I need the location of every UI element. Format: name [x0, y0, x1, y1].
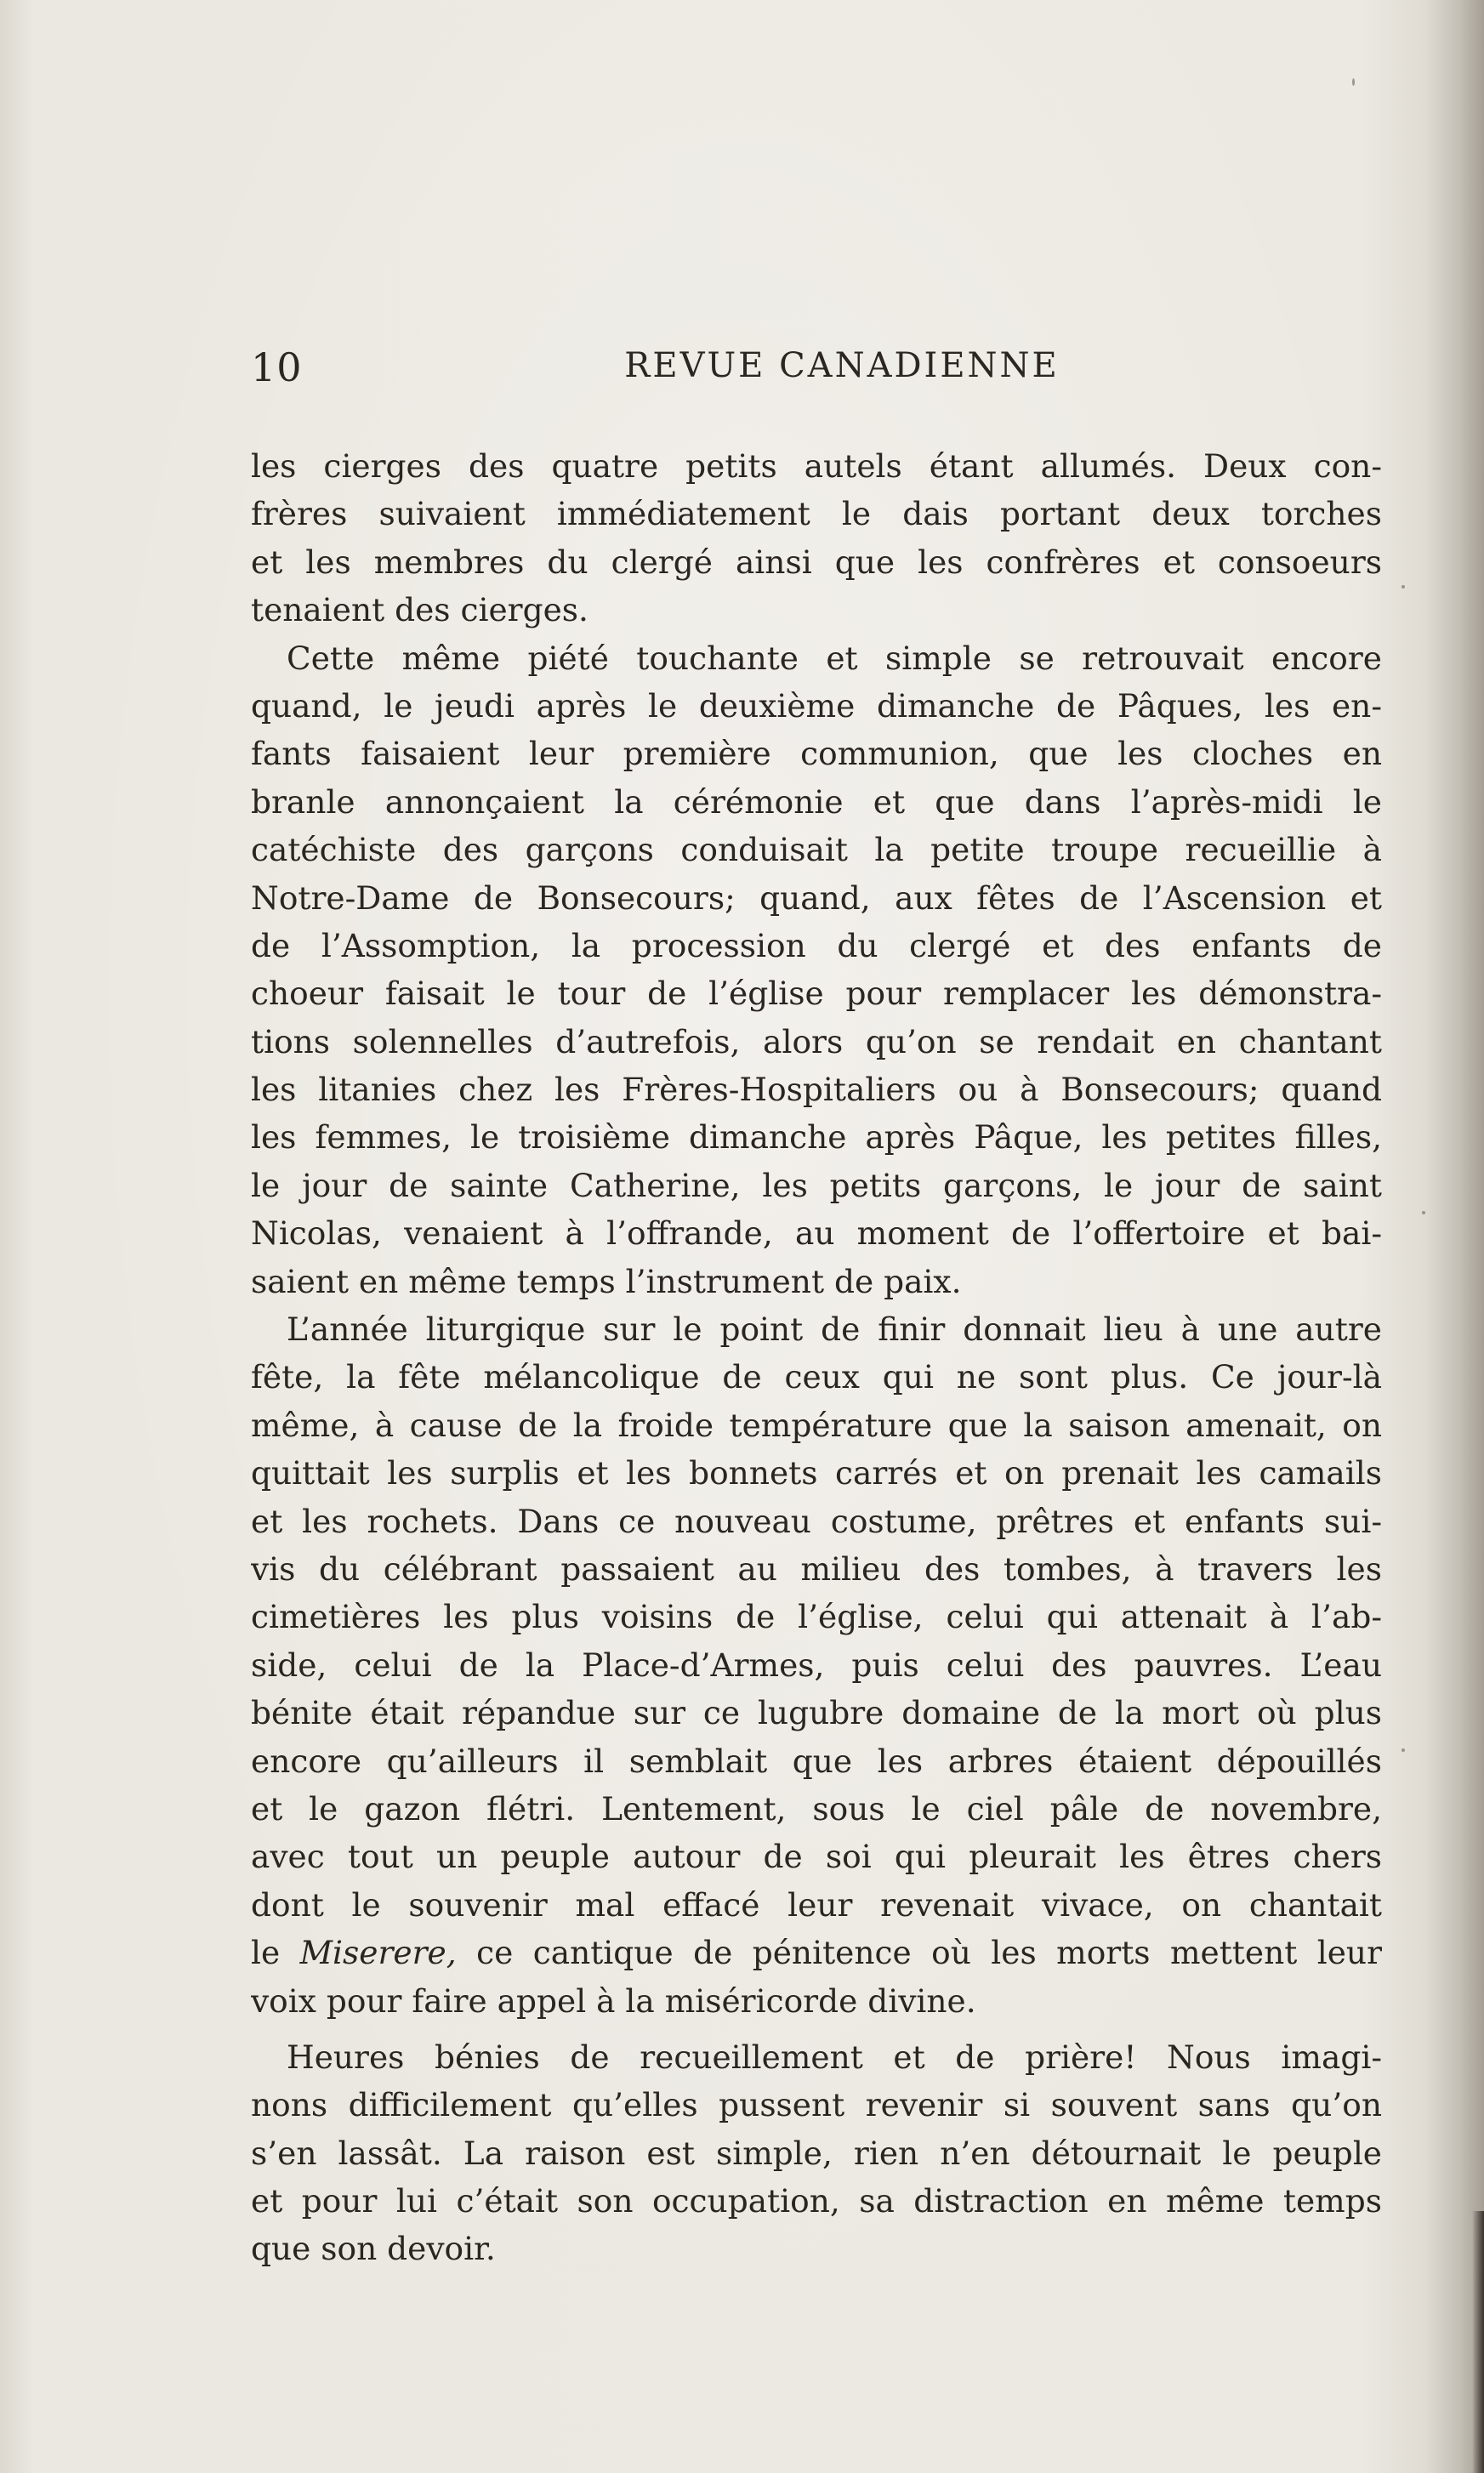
text-line: tions solennelles d’autrefois, alors qu’on se rendait en chantant: [251, 1022, 1382, 1060]
text-line: de l’Assomption, la procession du clergé et des enfants de: [251, 926, 1382, 964]
text-line: saient en même temps l’instrument de paix.: [251, 1262, 962, 1300]
text-line-with-italic: [251, 1929, 1382, 1976]
text-line: les femmes, le troisième dimanche après Pâque, les petites filles,: [251, 1118, 1382, 1157]
text-line: Nicolas, venaient à l’offrande, au moment de l’offertoire et bai-: [251, 1214, 1382, 1253]
running-head: [251, 344, 1382, 395]
text-line: les cierges des quatre petits autels étant allumés. Deux con-: [251, 447, 1382, 485]
page-spine-shadow: [1424, 0, 1484, 2473]
text-line: L’année liturgique sur le point de finir donnait lieu à une autre: [287, 1310, 1382, 1349]
text-line: fants faisaient leur première communion, que les cloches en: [251, 735, 1382, 773]
text-line: et les membres du clergé ainsi que les confrères et consoeurs: [251, 543, 1382, 581]
text-line: Cette même piété touchante et simple se retrouvait encore: [287, 639, 1382, 677]
text-line: et le gazon flétri. Lentement, sous le ciel pâle de novembre,: [251, 1789, 1382, 1828]
text-line: nons difficilement qu’elles pussent revenir si souvent sans qu’on: [251, 2086, 1382, 2124]
text-line: avec tout un peuple autour de soi qui pleurait les êtres chers: [251, 1838, 1382, 1876]
italic-word: Miserere,: [299, 1934, 457, 1972]
paper-speck: [1402, 585, 1405, 588]
paragraph: [251, 442, 1382, 634]
text-line: dont le souvenir mal effacé leur revenait vivace, on chantait: [251, 1885, 1382, 1924]
body-text: [251, 442, 1382, 2273]
text-line: choeur faisait le tour de l’église pour remplacer les démonstra-: [251, 975, 1382, 1013]
paragraph: [251, 1305, 1382, 2025]
text-line: que son devoir.: [251, 2230, 496, 2268]
text-line: encore qu’ailleurs il semblait que les arbres étaient dépouillés: [251, 1742, 1382, 1780]
text-line: branle annonçaient la cérémonie et que dans l’après-midi le: [251, 782, 1382, 821]
page-number: 10: [251, 344, 303, 390]
text-line: et pour lui c’était son occupation, sa distraction en même temps: [251, 2182, 1382, 2220]
text-fragment: ce cantique de pénitence où les morts mettent leur: [456, 1934, 1382, 1972]
text-line: le jour de sainte Catherine, les petits garçons, le jour de saint: [251, 1166, 1382, 1204]
paper-speck: [1352, 78, 1355, 86]
text-line: fête, la fête mélancolique de ceux qui ne sont plus. Ce jour-là: [251, 1358, 1382, 1396]
text-line: bénite était répandue sur ce lugubre domaine de la mort où plus: [251, 1694, 1382, 1732]
text-line: et les rochets. Dans ce nouveau costume, prêtres et enfants sui-: [251, 1502, 1382, 1540]
text-fragment: le: [251, 1934, 300, 1972]
journal-title: REVUE CANADIENNE: [624, 346, 1060, 385]
page-edge-shadow: [1472, 2211, 1484, 2473]
text-line: catéchiste des garçons conduisait la petite troupe recueillie à: [251, 831, 1382, 869]
text-line: Notre-Dame de Bonsecours; quand, aux fêtes de l’Ascension et: [251, 878, 1382, 917]
text-line: frères suivaient immédiatement le dais portant deux torches: [251, 495, 1382, 533]
text-line: les litanies chez les Frères-Hospitaliers ou à Bonsecours; quand: [251, 1071, 1382, 1109]
text-line: vis du célébrant passaient au milieu des tombes, à travers les: [251, 1549, 1382, 1588]
text-line: cimetières les plus voisins de l’église, celui qui attenait à l’ab-: [251, 1598, 1382, 1636]
paper-speck: [1402, 1748, 1405, 1752]
paragraph: [251, 2033, 1382, 2273]
paragraph: [251, 634, 1382, 1305]
text-line: s’en lassât. La raison est simple, rien n’en détournait le peuple: [251, 2134, 1382, 2172]
text-line: Heures bénies de recueillement et de prière! Nous imagi-: [287, 2038, 1382, 2076]
paper-speck: [1422, 1211, 1425, 1214]
text-line: quittait les surplis et les bonnets carrés et on prenait les camails: [251, 1454, 1382, 1492]
text-line: tenaient des cierges.: [251, 591, 588, 629]
text-line: même, à cause de la froide température que la saison amenait, on: [251, 1406, 1382, 1444]
text-line: side, celui de la Place-d’Armes, puis celui des pauvres. L’eau: [251, 1646, 1382, 1684]
text-line: voix pour faire appel à la miséricorde divine.: [251, 1981, 976, 2020]
text-line: quand, le jeudi après le deuxième dimanche de Pâques, les en-: [251, 686, 1382, 725]
